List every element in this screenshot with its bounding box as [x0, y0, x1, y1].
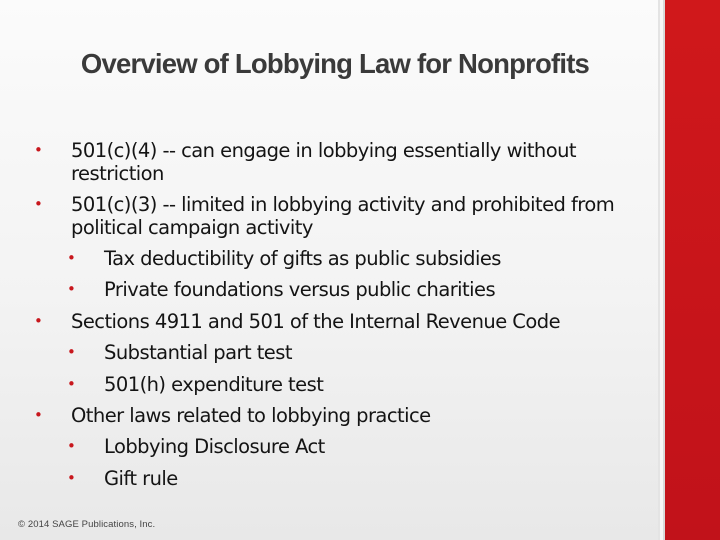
bullet-text: Gift rule: [104, 466, 178, 490]
bullet-icon: •: [67, 249, 76, 267]
bullet-icon: •: [67, 468, 76, 487]
sub-bullet-item: [34, 243, 634, 274]
sub-bullet-item: [34, 431, 634, 462]
bullet-icon: •: [67, 280, 76, 299]
bullet-icon: •: [34, 406, 43, 425]
bullet-text: Substantial part test: [104, 341, 292, 365]
bullet-icon: •: [67, 343, 76, 362]
sub-bullet-item: [34, 463, 634, 494]
bullet-text: 501(c)(4) -- can engage in lobbying essentially without restriction: [71, 139, 577, 185]
bullet-item: [34, 306, 634, 337]
sub-bullet-item: [34, 274, 634, 305]
bullet-icon: •: [67, 374, 76, 393]
bullet-text: Sections 4911 and 501 of the Internal Revenue Code: [71, 309, 561, 333]
bullet-item: [34, 400, 634, 431]
bullet-text: Lobbying Disclosure Act: [104, 435, 325, 459]
slide-title: Overview of Lobbying Law for Nonprofits: [80, 48, 590, 79]
bullet-text: 501(c)(3) -- limited in lobbying activity and prohibited from political campaign activity: [71, 193, 615, 239]
bullet-icon: •: [34, 311, 43, 330]
bullet-text: Other laws related to lobbying practice: [71, 404, 431, 428]
sub-bullet-item: [34, 337, 634, 368]
copyright-footer: © 2014 SAGE Publications, Inc.: [18, 519, 156, 530]
bullet-list: [34, 135, 634, 494]
sub-bullet-item: [34, 369, 634, 400]
side-band-red: [665, 0, 720, 540]
bullet-item: [34, 135, 634, 189]
bullet-text: Tax deductibility of gifts as public subsidies: [104, 247, 501, 270]
bullet-icon: •: [67, 437, 76, 456]
bullet-icon: •: [34, 141, 43, 159]
bullet-icon: •: [34, 195, 43, 213]
bullet-text: 501(h) expenditure test: [104, 372, 324, 396]
bullet-item: [34, 189, 634, 243]
bullet-text: Private foundations versus public charities: [104, 278, 496, 302]
